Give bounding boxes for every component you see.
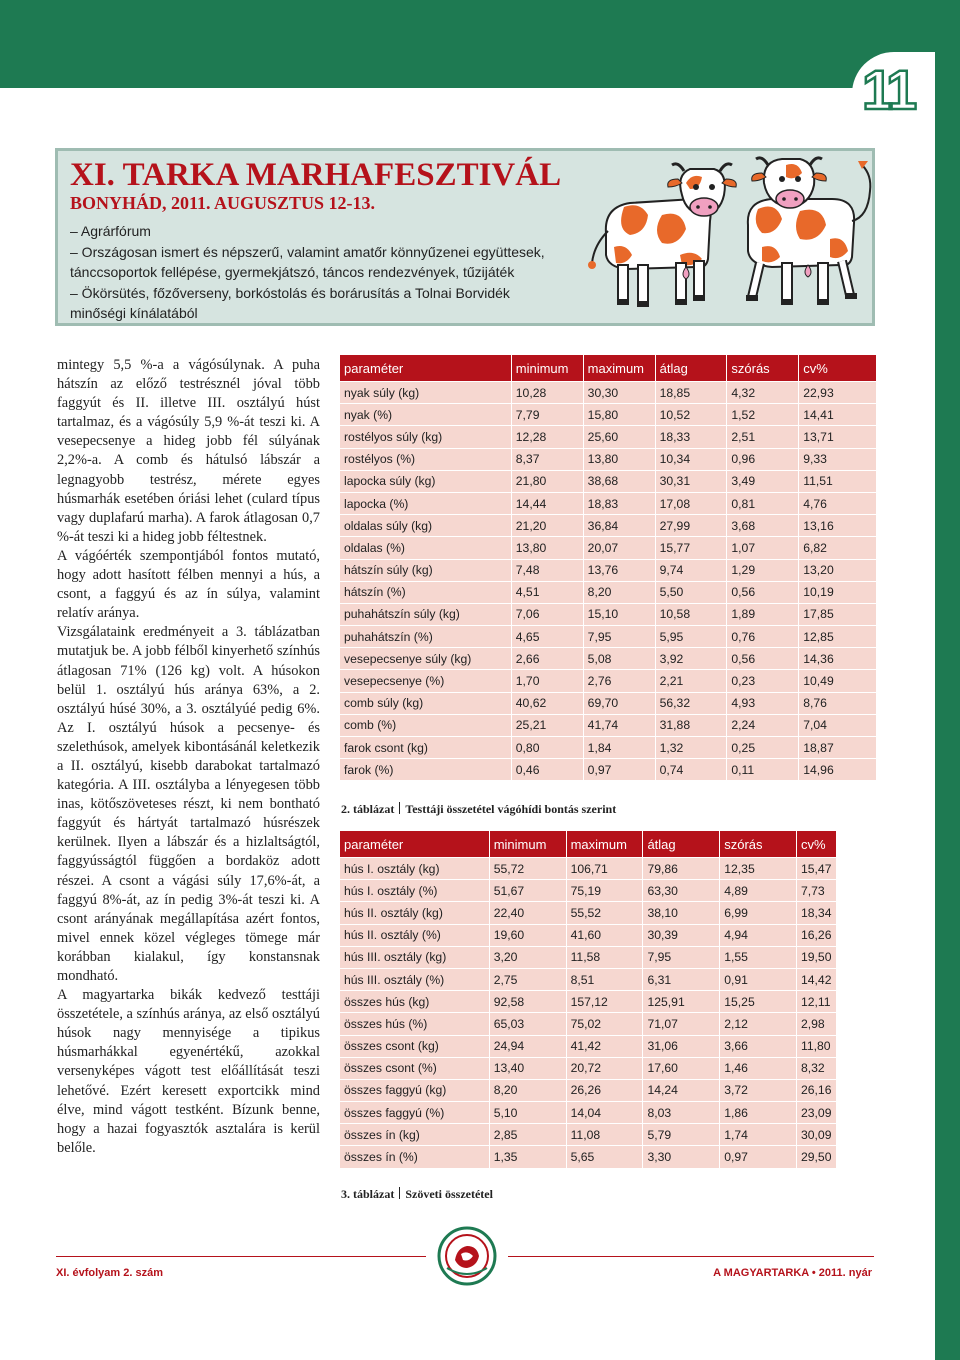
table-2-body-region-composition (339, 354, 877, 781)
value-cell: 157,12 (566, 991, 643, 1013)
value-cell: 40,62 (511, 692, 583, 714)
table-header-row (340, 831, 837, 858)
value-cell: 41,42 (566, 1035, 643, 1057)
value-cell: 12,11 (796, 991, 836, 1013)
value-cell: 1,74 (720, 1124, 797, 1146)
row-label-cell: farok csont (kg) (340, 737, 512, 759)
value-cell: 5,10 (489, 1102, 566, 1124)
value-cell: 3,92 (655, 648, 727, 670)
value-cell: 13,80 (583, 448, 655, 470)
row-label-cell: lapocka súly (kg) (340, 470, 512, 492)
top-green-band (0, 0, 960, 88)
banner-subtitle: BONYHÁD, 2011. AUGUSZTUS 12-13. (70, 193, 376, 213)
row-label-cell: hús II. osztály (kg) (340, 902, 490, 924)
table-row (340, 404, 877, 426)
value-cell: 8,32 (796, 1057, 836, 1079)
row-label-cell: összes faggyú (%) (340, 1102, 490, 1124)
value-cell: 7,48 (511, 559, 583, 581)
value-cell: 13,80 (511, 537, 583, 559)
value-cell: 1,52 (727, 404, 799, 426)
value-cell: 3,68 (727, 515, 799, 537)
row-label-cell: hús III. osztály (%) (340, 968, 490, 990)
table-3-tissue-composition (339, 830, 837, 1169)
value-cell: 7,06 (511, 603, 583, 625)
value-cell: 15,80 (583, 404, 655, 426)
table-row (340, 1102, 837, 1124)
value-cell: 13,20 (799, 559, 877, 581)
table-row (340, 670, 877, 692)
value-cell: 1,46 (720, 1057, 797, 1079)
value-cell: 13,76 (583, 559, 655, 581)
value-cell: 10,34 (655, 448, 727, 470)
value-cell: 0,96 (727, 448, 799, 470)
value-cell: 0,56 (727, 581, 799, 603)
value-cell: 2,75 (489, 968, 566, 990)
value-cell: 1,32 (655, 737, 727, 759)
value-cell: 18,83 (583, 492, 655, 514)
value-cell: 5,65 (566, 1146, 643, 1168)
value-cell: 75,02 (566, 1013, 643, 1035)
value-cell: 30,30 (583, 382, 655, 404)
value-cell: 71,07 (643, 1013, 720, 1035)
row-label-cell: vesepecsenye (%) (340, 670, 512, 692)
banner-line: – Országosan ismert és népszerű, valamint amatőr könnyűzenei együttesek, (70, 243, 545, 260)
table-row (340, 603, 877, 625)
magyartarka-logo-icon (437, 1226, 497, 1286)
value-cell: 0,25 (727, 737, 799, 759)
value-cell: 0,56 (727, 648, 799, 670)
row-label-cell: rostélyos súly (kg) (340, 426, 512, 448)
column-header: maximum (566, 831, 643, 858)
value-cell: 31,06 (643, 1035, 720, 1057)
value-cell: 7,95 (583, 626, 655, 648)
footer-rule-right (508, 1256, 874, 1257)
value-cell: 0,97 (720, 1146, 797, 1168)
table-row (340, 737, 877, 759)
value-cell: 12,85 (799, 626, 877, 648)
value-cell: 24,94 (489, 1035, 566, 1057)
value-cell: 4,32 (727, 382, 799, 404)
table-row (340, 858, 837, 880)
value-cell: 2,76 (583, 670, 655, 692)
value-cell: 19,60 (489, 924, 566, 946)
value-cell: 4,65 (511, 626, 583, 648)
value-cell: 15,77 (655, 537, 727, 559)
footer-publication-label: A MAGYARTARKA • 2011. nyár (713, 1267, 872, 1279)
value-cell: 55,52 (566, 902, 643, 924)
value-cell: 1,84 (583, 737, 655, 759)
value-cell: 21,20 (511, 515, 583, 537)
value-cell: 2,85 (489, 1124, 566, 1146)
footer-rule-left (56, 1256, 426, 1257)
value-cell: 6,31 (643, 968, 720, 990)
table-row (340, 559, 877, 581)
value-cell: 51,67 (489, 880, 566, 902)
row-label-cell: hús I. osztály (kg) (340, 858, 490, 880)
value-cell: 23,09 (796, 1102, 836, 1124)
table-row (340, 515, 877, 537)
value-cell: 25,60 (583, 426, 655, 448)
value-cell: 10,19 (799, 581, 877, 603)
table-row (340, 1057, 837, 1079)
value-cell: 106,71 (566, 858, 643, 880)
row-label-cell: hátszín (%) (340, 581, 512, 603)
value-cell: 10,49 (799, 670, 877, 692)
article-body-text (57, 356, 320, 1158)
value-cell: 8,51 (566, 968, 643, 990)
value-cell: 4,93 (727, 692, 799, 714)
banner-program-list (70, 221, 590, 324)
row-label-cell: comb (%) (340, 714, 512, 736)
value-cell: 22,40 (489, 902, 566, 924)
row-label-cell: hús I. osztály (%) (340, 880, 490, 902)
value-cell: 0,80 (511, 737, 583, 759)
value-cell: 4,76 (799, 492, 877, 514)
value-cell: 7,04 (799, 714, 877, 736)
table-2-caption (341, 802, 616, 817)
table-row (340, 626, 877, 648)
row-label-cell: nyak súly (kg) (340, 382, 512, 404)
row-label-cell: hátszín súly (kg) (340, 559, 512, 581)
value-cell: 9,33 (799, 448, 877, 470)
row-label-cell: puhahátszín (%) (340, 626, 512, 648)
row-label-cell: comb súly (kg) (340, 692, 512, 714)
right-green-band (935, 0, 960, 1360)
table-row (340, 1013, 837, 1035)
value-cell: 63,30 (643, 880, 720, 902)
column-header: szórás (727, 355, 799, 382)
value-cell: 7,79 (511, 404, 583, 426)
row-label-cell: összes csont (kg) (340, 1035, 490, 1057)
value-cell: 16,26 (796, 924, 836, 946)
table-row (340, 382, 877, 404)
value-cell: 5,95 (655, 626, 727, 648)
table-row (340, 1035, 837, 1057)
value-cell: 15,25 (720, 991, 797, 1013)
value-cell: 17,08 (655, 492, 727, 514)
value-cell: 0,76 (727, 626, 799, 648)
value-cell: 8,20 (489, 1079, 566, 1101)
value-cell: 0,23 (727, 670, 799, 692)
value-cell: 12,28 (511, 426, 583, 448)
value-cell: 14,42 (796, 968, 836, 990)
value-cell: 4,51 (511, 581, 583, 603)
value-cell: 1,55 (720, 946, 797, 968)
value-cell: 2,66 (511, 648, 583, 670)
row-label-cell: puhahátszín súly (kg) (340, 603, 512, 625)
table-row (340, 537, 877, 559)
value-cell: 0,97 (583, 759, 655, 781)
value-cell: 0,11 (727, 759, 799, 781)
value-cell: 18,33 (655, 426, 727, 448)
article-paragraph: Vizsgálataink eredményeit a 3. táblázatban mutatjuk be. A jobb félből kinyerhető színhús átlagosan 71% (126 kg) volt. A húsokon belül 1. osztályú hús aránya 63%, a 2. osztályú húsé 30%, a 3. osztályúé pedig 6%. Az I. osztályú húsok a pecsenye- és szelethúsok, amelyek kibontásánál keletkezik a II. osztályú, kisebb darabokat tartalmazó kategória. A III. osztályba a lényegesen több inas, kötőszöveteses részt, ki nem bontható faggyút és hártyát tartalmazó húsrészek kerülnek. Ilyen a lábszár és a hizlaltságtól, faggyússágtól függően a bordaköz adott részei. A csont a vágási súly 17,6%-át, a faggyú 8%-át, az ín pedig 3%-át teszi ki. A csont arányának megállapítása azért fontos, mivel ennek közel végleges tömege már korábban kialakul, így konstansnak mondható. (57, 624, 320, 984)
row-label-cell: összes csont (%) (340, 1057, 490, 1079)
value-cell: 5,08 (583, 648, 655, 670)
value-cell: 14,04 (566, 1102, 643, 1124)
value-cell: 7,95 (643, 946, 720, 968)
table-row (340, 924, 837, 946)
value-cell: 1,35 (489, 1146, 566, 1168)
value-cell: 17,85 (799, 603, 877, 625)
row-label-cell: összes hús (kg) (340, 991, 490, 1013)
value-cell: 3,66 (720, 1035, 797, 1057)
value-cell: 65,03 (489, 1013, 566, 1035)
value-cell: 69,70 (583, 692, 655, 714)
table-row (340, 714, 877, 736)
row-label-cell: lapocka (%) (340, 492, 512, 514)
value-cell: 18,85 (655, 382, 727, 404)
column-header: maximum (583, 355, 655, 382)
table-3-caption (341, 1187, 493, 1202)
value-cell: 1,29 (727, 559, 799, 581)
value-cell: 41,74 (583, 714, 655, 736)
value-cell: 15,47 (796, 858, 836, 880)
value-cell: 0,91 (720, 968, 797, 990)
value-cell: 8,20 (583, 581, 655, 603)
row-label-cell: összes hús (%) (340, 1013, 490, 1035)
value-cell: 1,86 (720, 1102, 797, 1124)
table-row (340, 492, 877, 514)
table-row (340, 448, 877, 470)
value-cell: 30,31 (655, 470, 727, 492)
column-header: átlag (643, 831, 720, 858)
value-cell: 15,10 (583, 603, 655, 625)
caption-number: 2. táblázat (341, 802, 395, 816)
cartoon-cows-illustration (586, 155, 876, 323)
value-cell: 8,76 (799, 692, 877, 714)
row-label-cell: összes ín (%) (340, 1146, 490, 1168)
value-cell: 2,21 (655, 670, 727, 692)
value-cell: 79,86 (643, 858, 720, 880)
value-cell: 18,87 (799, 737, 877, 759)
value-cell: 31,88 (655, 714, 727, 736)
value-cell: 22,93 (799, 382, 877, 404)
value-cell: 26,16 (796, 1079, 836, 1101)
column-header: cv% (799, 355, 877, 382)
value-cell: 2,24 (727, 714, 799, 736)
value-cell: 2,51 (727, 426, 799, 448)
row-label-cell: rostélyos (%) (340, 448, 512, 470)
value-cell: 1,89 (727, 603, 799, 625)
article-paragraph: mintegy 5,5 %-a a vágósúlynak. A puha hátszín az előző testrésznél jóval több faggyút és II. illetve III. osztályú húst tartalmaz, és a vágósúly 5,9 %-át teszi ki. A vesepecsenye a hideg jobb fél súlyának 2,2%-a. A comb és hátulsó lábszár a legnagyobb testrész, mérete egyes húsmarhák esetében óriási lehet (culard típus vagy duplafarú marha). A farok átlagosan 0,7 %-át teszi ki a hideg jobb féltestnek. (57, 357, 320, 545)
right-cow-icon (746, 158, 870, 305)
table-row (340, 880, 837, 902)
caption-text: Szöveti összetétel (405, 1187, 493, 1201)
caption-text: Testtáji összetétel vágóhídi bontás szerint (405, 802, 617, 816)
column-header: minimum (511, 355, 583, 382)
value-cell: 27,99 (655, 515, 727, 537)
table-row (340, 581, 877, 603)
row-label-cell: hús III. osztály (kg) (340, 946, 490, 968)
left-cow-icon (588, 164, 736, 307)
value-cell: 5,50 (655, 581, 727, 603)
value-cell: 38,10 (643, 902, 720, 924)
value-cell: 55,72 (489, 858, 566, 880)
value-cell: 36,84 (583, 515, 655, 537)
value-cell: 4,89 (720, 880, 797, 902)
article-paragraph: A vágóérték szempontjából fontos mutató, hogy adott hasított félben mennyi a hús, a csont, a faggyú és az ín súlya, valamint relatív aránya. (57, 547, 320, 622)
value-cell: 17,60 (643, 1057, 720, 1079)
value-cell: 8,03 (643, 1102, 720, 1124)
value-cell: 3,30 (643, 1146, 720, 1168)
value-cell: 14,96 (799, 759, 877, 781)
value-cell: 20,72 (566, 1057, 643, 1079)
value-cell: 26,26 (566, 1079, 643, 1101)
value-cell: 8,37 (511, 448, 583, 470)
value-cell: 3,20 (489, 946, 566, 968)
column-header: cv% (796, 831, 836, 858)
row-label-cell: összes faggyú (kg) (340, 1079, 490, 1101)
value-cell: 6,99 (720, 902, 797, 924)
column-header: minimum (489, 831, 566, 858)
row-label-cell: összes ín (kg) (340, 1124, 490, 1146)
column-header: szórás (720, 831, 797, 858)
table-row (340, 470, 877, 492)
value-cell: 5,79 (643, 1124, 720, 1146)
row-label-cell: farok (%) (340, 759, 512, 781)
value-cell: 11,58 (566, 946, 643, 968)
value-cell: 18,34 (796, 902, 836, 924)
value-cell: 25,21 (511, 714, 583, 736)
banner-line: tánccsoportok fellépése, gyermekjátszó, táncos rendezvények, tűzijáték (70, 264, 515, 280)
value-cell: 30,09 (796, 1124, 836, 1146)
value-cell: 0,81 (727, 492, 799, 514)
value-cell: 14,44 (511, 492, 583, 514)
value-cell: 30,39 (643, 924, 720, 946)
column-header: paraméter (340, 831, 490, 858)
value-cell: 7,73 (796, 880, 836, 902)
value-cell: 13,40 (489, 1057, 566, 1079)
table-row (340, 648, 877, 670)
table-row (340, 1124, 837, 1146)
value-cell: 92,58 (489, 991, 566, 1013)
value-cell: 10,58 (655, 603, 727, 625)
value-cell: 21,80 (511, 470, 583, 492)
value-cell: 6,82 (799, 537, 877, 559)
table-row (340, 968, 837, 990)
table-row (340, 946, 837, 968)
article-paragraph: A magyartarka bikák kedvező testtáji összetétele, a színhús aránya, az első osztályú húsok nagy mennyisége a tipikus húsmarhákkal egyenértékű, azokkal versenyképes vágott test előállítását teszi lehetővé. Ezért keresett exportcikk mind élve, mind vágott testként. Bízunk benne, hogy a hazai fogyasztók asztalára is kerül belőle. (57, 987, 320, 1156)
value-cell: 13,16 (799, 515, 877, 537)
value-cell: 10,28 (511, 382, 583, 404)
value-cell: 4,94 (720, 924, 797, 946)
value-cell: 13,71 (799, 426, 877, 448)
value-cell: 0,74 (655, 759, 727, 781)
row-label-cell: nyak (%) (340, 404, 512, 426)
table-row (340, 991, 837, 1013)
value-cell: 14,24 (643, 1079, 720, 1101)
value-cell: 11,51 (799, 470, 877, 492)
value-cell: 14,41 (799, 404, 877, 426)
value-cell: 9,74 (655, 559, 727, 581)
value-cell: 75,19 (566, 880, 643, 902)
column-header: paraméter (340, 355, 512, 382)
value-cell: 20,07 (583, 537, 655, 559)
table-row (340, 1079, 837, 1101)
value-cell: 125,91 (643, 991, 720, 1013)
table-row (340, 692, 877, 714)
value-cell: 29,50 (796, 1146, 836, 1168)
value-cell: 3,72 (720, 1079, 797, 1101)
banner-line: – Ökörsütés, főzőverseny, borkóstolás és borárusítás a Tolnai Borvidék (70, 284, 510, 301)
column-header: átlag (655, 355, 727, 382)
festival-banner (55, 148, 875, 326)
table-row (340, 902, 837, 924)
value-cell: 1,70 (511, 670, 583, 692)
value-cell: 14,36 (799, 648, 877, 670)
value-cell: 11,08 (566, 1124, 643, 1146)
row-label-cell: oldalas súly (kg) (340, 515, 512, 537)
value-cell: 2,98 (796, 1013, 836, 1035)
value-cell: 3,49 (727, 470, 799, 492)
value-cell: 56,32 (655, 692, 727, 714)
banner-title: XI. TARKA MARHAFESZTIVÁL (70, 157, 562, 193)
table-row (340, 1146, 837, 1168)
page-number: 11 (862, 58, 914, 121)
value-cell: 1,07 (727, 537, 799, 559)
value-cell: 0,46 (511, 759, 583, 781)
banner-line: – Agrárfórum (70, 223, 151, 239)
banner-line: minőségi kínálatából (70, 305, 198, 321)
value-cell: 2,12 (720, 1013, 797, 1035)
table-header-row (340, 355, 877, 382)
value-cell: 10,52 (655, 404, 727, 426)
footer-issue-label: XI. évfolyam 2. szám (56, 1267, 163, 1279)
value-cell: 11,80 (796, 1035, 836, 1057)
value-cell: 12,35 (720, 858, 797, 880)
row-label-cell: hús II. osztály (%) (340, 924, 490, 946)
table-row (340, 426, 877, 448)
value-cell: 38,68 (583, 470, 655, 492)
caption-number: 3. táblázat (341, 1187, 395, 1201)
table-row (340, 759, 877, 781)
value-cell: 19,50 (796, 946, 836, 968)
row-label-cell: oldalas (%) (340, 537, 512, 559)
row-label-cell: vesepecsenye súly (kg) (340, 648, 512, 670)
value-cell: 41,60 (566, 924, 643, 946)
